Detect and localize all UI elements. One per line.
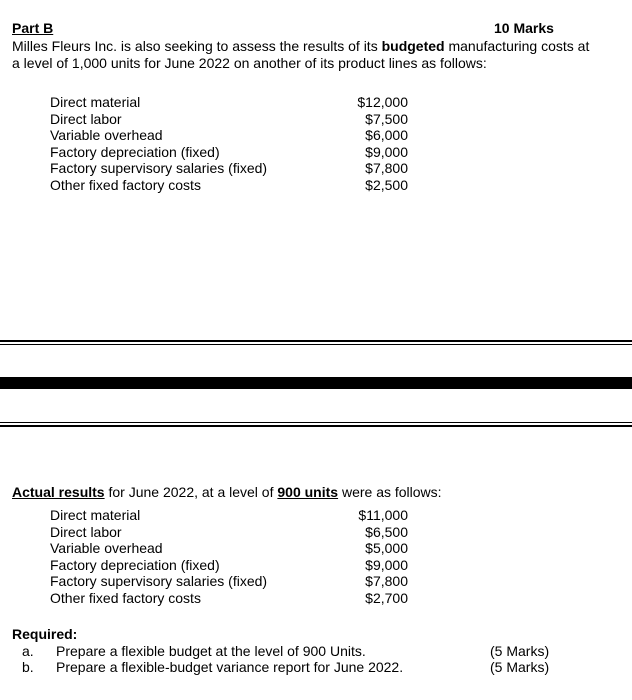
item-text: Prepare a flexible-budget variance report for June 2022. (56, 659, 404, 675)
item-letter: a. (22, 643, 34, 659)
actual-cost-table (50, 507, 410, 606)
table-row (50, 540, 410, 557)
intro-line-2: a level of 1,000 units for June 2022 on another of its product lines as follows: (12, 55, 487, 71)
table-row (50, 524, 410, 541)
cost-label: Direct labor (50, 523, 122, 540)
total-marks: 10 Marks (494, 20, 554, 36)
actual-intro-end: were as follows: (338, 484, 442, 500)
cost-label: Direct material (50, 507, 141, 523)
item-marks: (5 Marks) (490, 659, 550, 675)
item-text: Prepare a flexible budget at the level of 900 Units. (56, 643, 366, 659)
cost-label: Factory supervisory salaries (fixed) (50, 573, 268, 589)
divider-bottom (0, 425, 632, 427)
required-heading: Required: (12, 626, 78, 642)
divider-bottom-thin (0, 422, 632, 423)
actual-results-heading: Actual results (12, 484, 105, 500)
part-title: Part B (12, 20, 54, 36)
cost-label: Factory depreciation (fixed) (50, 556, 220, 573)
table-row (50, 127, 410, 144)
cost-amount: $7,500 (365, 110, 408, 127)
table-row (50, 177, 410, 194)
table-row (50, 144, 410, 161)
cost-amount: $12,000 (357, 94, 408, 110)
intro-text-end: manufacturing costs at (444, 38, 590, 54)
cost-amount: $2,700 (365, 589, 408, 606)
actual-units-emphasis: 900 units (277, 484, 339, 500)
item-letter: b. (22, 659, 34, 675)
cost-label: Direct material (50, 94, 141, 110)
cost-amount: $6,500 (365, 523, 408, 540)
table-row (50, 590, 410, 607)
cost-amount: $7,800 (365, 160, 408, 176)
intro-paragraph (12, 38, 589, 72)
cost-label: Factory supervisory salaries (fixed) (50, 160, 268, 176)
required-item-a (22, 643, 622, 660)
cost-label: Variable overhead (50, 540, 163, 556)
budgeted-cost-table (50, 94, 410, 193)
divider-top (0, 340, 632, 342)
cost-amount: $5,000 (365, 540, 408, 556)
actual-results-intro (12, 484, 442, 500)
cost-label: Other fixed factory costs (50, 176, 201, 193)
cost-amount: $7,800 (365, 573, 408, 589)
cost-amount: $2,500 (365, 176, 408, 193)
intro-budgeted-emphasis: budgeted (381, 38, 445, 54)
table-row (50, 160, 410, 177)
cost-label: Variable overhead (50, 127, 163, 143)
cost-label: Direct labor (50, 110, 122, 127)
table-row (50, 111, 410, 128)
cost-amount: $11,000 (358, 507, 408, 523)
table-row (50, 507, 410, 524)
divider-top-thin (0, 344, 632, 345)
intro-line-1 (12, 38, 589, 55)
cost-label: Other fixed factory costs (50, 589, 201, 606)
cost-amount: $6,000 (365, 127, 408, 143)
item-marks: (5 Marks) (490, 643, 550, 659)
cost-amount: $9,000 (365, 556, 408, 573)
table-row (50, 94, 410, 111)
actual-intro-text: for June 2022, at a level of (104, 484, 278, 500)
divider-thick (0, 377, 632, 389)
cost-label: Factory depreciation (fixed) (50, 143, 220, 160)
required-item-b (22, 659, 622, 676)
intro-text: Milles Fleurs Inc. is also seeking to assess the results of its (12, 38, 382, 54)
cost-amount: $9,000 (365, 143, 408, 160)
table-row (50, 557, 410, 574)
table-row (50, 573, 410, 590)
